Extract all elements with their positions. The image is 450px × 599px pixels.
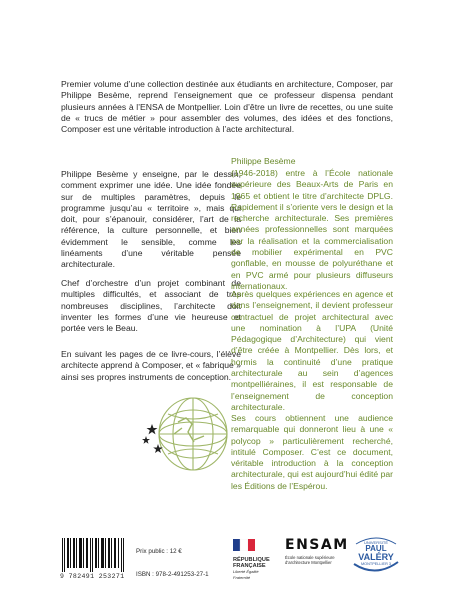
bio-name: Philippe Besème	[231, 156, 296, 166]
ensam-logo	[285, 537, 349, 565]
ensam-wordmark: ENSAM	[285, 537, 349, 553]
intro-paragraph: Premier volume d’une collection destinée aux étudiants en architecture, Composer, par Philippe Besème, reprend l’enseignement que ce professeur dispensa pendant plusieurs années à l’ENSA de Montpellier. Loin d’être un livre de recettes, ou une suite de « trucs de métier » pour assembler des volumes, des idées et des fonctions, Composer est une véritable introduction à l’acte architectural.	[61, 79, 393, 135]
rf-motto: Liberté Égalité Fraternité	[233, 569, 259, 581]
bio-paragraph-1: (1946-2018) entre à l’École nationale supérieure des Beaux-Arts de Paris en 1965 et obtient le titre d’architecte DPLG. Rapidement il s’oriente vers le design et la recherche architecturale. Ses premières années professionnelles sont marquées par la réalisation et la commercialisation de mobilier expérimental en PVC gonflable, en mousse de polyuréthane et en PVC armé pour plusieurs diffuseurs internationaux.	[231, 168, 393, 291]
rf-line1: RÉPUBLIQUE	[233, 557, 270, 563]
rf-line2: FRANÇAISE	[233, 563, 266, 570]
bio-paragraph-3: Ses cours obtiennent une audience remarquable qui donneront lieu à une « polycop » particulièrement recherché, intitulé Composer. C’est ce document, véritable introduction à la conception architecturale, qui est aujourd’hui édité par les Éditions de l’Espérou.	[231, 413, 393, 491]
star-icon	[153, 444, 163, 453]
bio-paragraph-2: Après quelques expériences en agence et dans l’enseignement, il devient professeur contractuel de projet architectural avec une nomination à l’UPA (Unité Pédagogique d’Architecture) qui vient d’être créée à Montpellier. Dès lors, et hormis la continuité d’une pratique architecturale au sein d’agences montpelliéraines, il est responsable de l’enseignement de conception architecturale.	[231, 289, 393, 412]
globe-illustration	[138, 384, 238, 484]
left-paragraph-1: Philippe Besème y enseigne, par le dessin, comment exprimer une idée. Une idée fondée sur de multiples paramètres, depuis le programme jusqu’au « territoire », mais qui doit, pour s’épanouir, considérer, l’art de la référence, la culture personnelle, et bien évidemment le sensible, comme les linéaments d’une véritable pensée architecturale.	[61, 169, 241, 270]
left-paragraph-2: Chef d’orchestre d’un projet combinant de multiples difficultés, et associant de très nombreuses disciplines, l’architecte doit inventer les formes d’une vie heureuse et portée vers le Beau.	[61, 278, 241, 334]
marianne-icon	[233, 539, 255, 551]
ensam-caption: École nationale supérieure d’architecture Montpellier	[285, 555, 335, 565]
upv-logo	[350, 534, 402, 574]
star-icon	[147, 424, 158, 434]
republique-francaise-logo	[233, 538, 271, 581]
star-icon	[142, 436, 150, 444]
isbn-label: ISBN : 978-2-491253-27-1	[136, 571, 209, 578]
upv-top: UNIVERSITÉ	[363, 540, 388, 545]
barcode-image	[60, 538, 125, 572]
upv-paul: PAUL	[365, 544, 387, 553]
upv-bottom: MONTPELLIER 3	[361, 562, 391, 566]
upv-valery: VALÉRY	[358, 552, 394, 562]
price-label: Prix public : 12 €	[136, 548, 182, 555]
barcode-number: 9 782491 253271	[60, 573, 125, 580]
left-paragraph-3: En suivant les pages de ce livre-cours, l’élève architecte apprend à Composer, et « fabrique » ainsi ses propres instruments de conception.	[61, 349, 241, 382]
